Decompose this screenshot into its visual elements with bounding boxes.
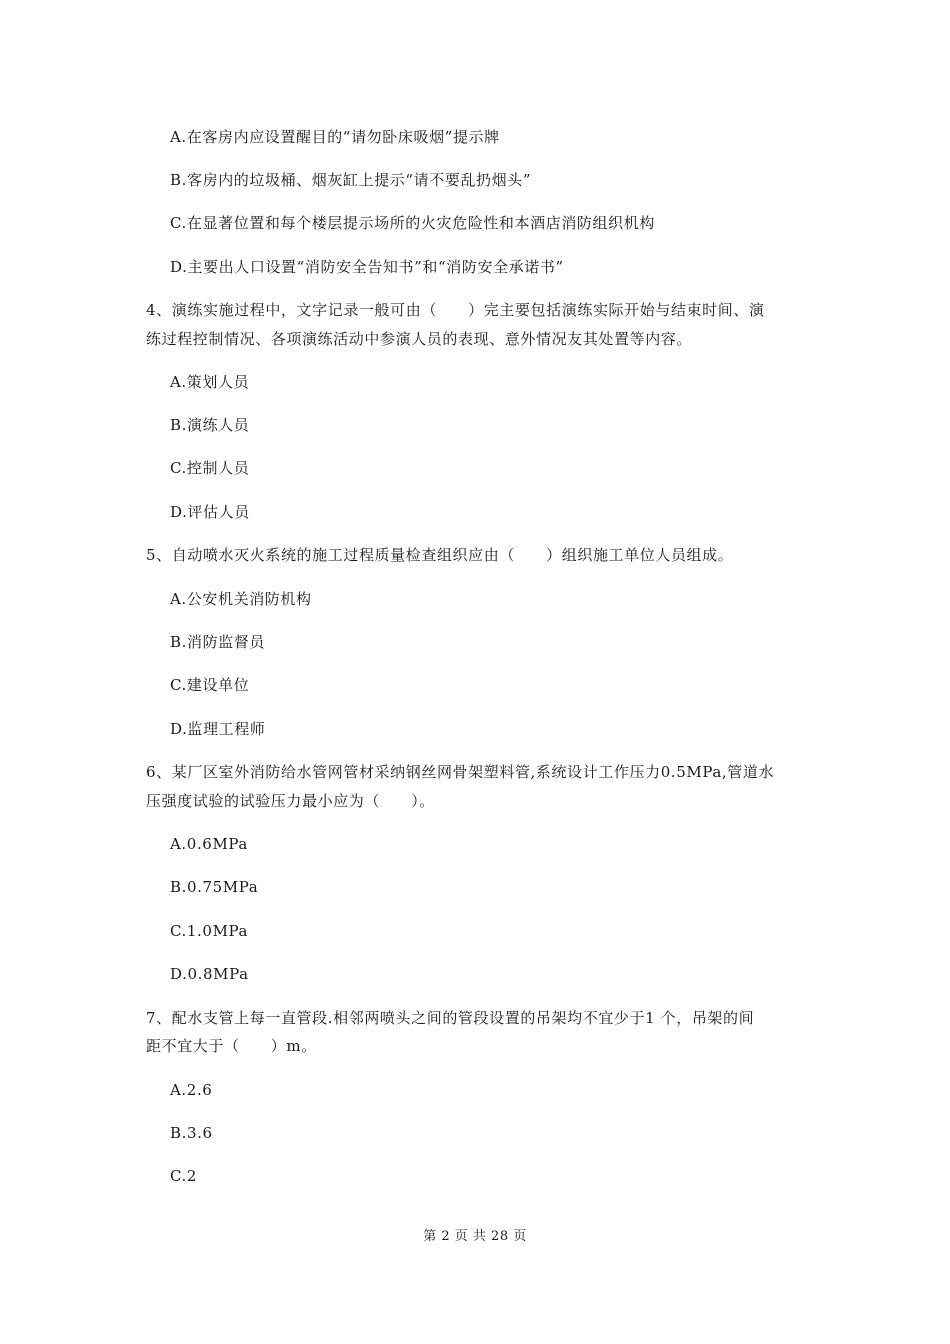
q6-option-a: A.0.6MPa [170, 835, 248, 853]
q5-text-line1: 5、自动喷水灭火系统的施工过程质量检查组织应由（ ）组织施工单位人员组成。 [146, 546, 734, 564]
q4-text-line1: 4、演练实施过程中，文字记录一般可由（ ）完主要包括演练实际开始与结束时间、演 [146, 301, 765, 319]
q4-text-line2: 练过程控制情况、各项演练活动中参演人员的表现、意外情况友其处置等内容。 [146, 330, 693, 348]
q6-text-line2: 压强度试验的试验压力最小应为（ ）。 [146, 792, 435, 810]
q7-option-b: B.3.6 [170, 1124, 213, 1142]
q4-option-c: C.控制人员 [170, 459, 250, 477]
q3-option-d: D.主要出人口设置“消防安全告知书”和“消防安全承诺书” [170, 258, 564, 276]
q4-option-d: D.评估人员 [170, 503, 250, 521]
q3-option-c: C.在显著位置和每个楼层提示场所的火灾危险性和本酒店消防组织机构 [170, 214, 655, 232]
q7-text-line1: 7、配水支管上每一直管段.相邻两喷头之间的管段设置的吊架均不宜少于1 个，吊架的间 [146, 1009, 755, 1027]
q3-option-a: A.在客房内应设置醒目的“请勿卧床吸烟”提示牌 [170, 128, 500, 146]
q3-option-b: B.客房内的垃圾桶、烟灰缸上提示“请不要乱扔烟头” [170, 171, 532, 189]
q5-option-a: A.公安机关消防机构 [170, 590, 312, 608]
q5-option-d: D.监理工程师 [170, 720, 266, 738]
q6-option-c: C.1.0MPa [170, 922, 249, 940]
q7-text-line2: 距不宜大于（ ）m。 [146, 1037, 317, 1055]
q7-option-c: C.2 [170, 1167, 198, 1185]
q6-option-d: D.0.8MPa [170, 965, 249, 983]
q5-option-c: C.建设单位 [170, 676, 250, 694]
page-number-footer: 第 2 页 共 28 页 [423, 1229, 527, 1244]
q7-option-a: A.2.6 [170, 1081, 213, 1099]
q5-option-b: B.消防监督员 [170, 633, 265, 651]
q6-text-line1: 6、某厂区室外消防给水管网管材采纳钢丝网骨架塑料管,系统设计工作压力0.5MPa,管道水 [146, 763, 775, 781]
q4-option-a: A.策划人员 [170, 373, 250, 391]
q6-option-b: B.0.75MPa [170, 878, 259, 896]
q4-option-b: B.演练人员 [170, 416, 250, 434]
